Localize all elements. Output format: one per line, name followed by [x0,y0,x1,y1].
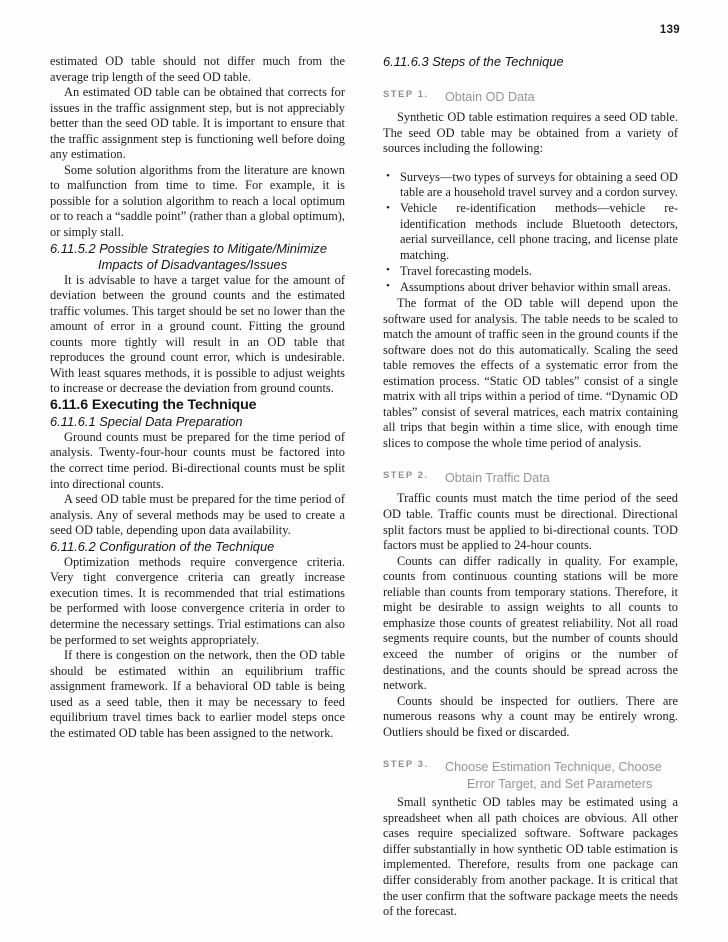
right-column [383,54,678,919]
paragraph: Ground counts must be prepared for the time period of analysis. Twenty-four-hour counts must be factored into the correct time period. Bi-directional counts must be split into directional counts. [50,429,345,491]
paragraph: Some solution algorithms from the literature are known to malfunction from time to time. For example, it is possible for a solution algorithm to reach a local optimum or to reach a “saddle point” (rather than a global optimum), or simply stall. [50,162,345,240]
step-title: Obtain OD Data [445,90,535,104]
paragraph: The format of the OD table will depend upon the software used for analysis. The table needs to be scaled to match the amount of traffic seen in the ground counts if the software does not do this automatically. Scaling the seed table removes the effects of a systematic error from the estimation process. “Static OD tables” consist of a single matrix with all trips within a period of time. “Dynamic OD tables” consist of several matrices, each matrix containing all trips that begin within a time slice, with enough time slices to compose the whole time period of analysis. [383,296,678,450]
step-title-line-1: Choose Estimation Technique, Choose [445,760,662,775]
paragraph: Counts can differ radically in quality. For example, counts from continuous counting stations will be more reliable than counts from temporary stations. Therefore, it might be desirable to assign weights to all counts to emphasize those counts of greatest reliability. Not all road segments require counts, but the number of counts should exceed the number of origins or the number of destinations, and the counts should be spread across the network. [383,553,678,693]
paragraph: It is advisable to have a target value for the amount of deviation between the ground counts and the estimated traffic volumes. This target should be set no lower than the amount of error in a ground count. Fitting the ground counts more tightly will result in an OD table that reproduces the ground count error, which is undesirable. With least squares methods, it is possible to adjust weights to increase or decrease the deviation from ground counts. [50,272,345,396]
list-item: • Assumptions about driver behavior within small areas. [383,280,678,296]
step-heading-2 [383,470,678,488]
paragraph: Traffic counts must match the time period of the seed OD table. Traffic counts must be directional. Directional split factors must be applied to bi-directional counts. TOD factors must be applied to 24-hour counts. [383,491,678,553]
left-column [50,54,345,874]
heading-6-11-6: 6.11.6 Executing the Technique [50,396,257,413]
list-item: • Travel forecasting models. [383,264,678,280]
step-heading-1 [383,89,678,107]
heading-line-2: Impacts of Disadvantages/Issues [98,256,288,272]
step-title-line-2: Error Target, and Set Parameters [467,776,653,791]
step-number-label: STEP 1. [383,89,429,99]
paragraph: Small synthetic OD tables may be estimated using a spreadsheet when all path choices are obvious. All other cases require specialized software. Software packages differ substantially in how synthetic OD table estimation is implemented. Therefore, results from one package can differ considerably from another package. It is critical that the user confirm that the software package meets the needs of the forecast. [383,795,678,919]
paragraph: If there is congestion on the network, then the OD table should be estimated within an equilibrium traffic assignment framework. If a behavioral OD table is being used as a seed table, then it may be necessary to feed equilibrium travel times back to earlier model steps once the estimated OD table has been assigned to the network. [50,648,345,740]
step-number-label: STEP 3. [383,759,429,770]
list-item: • Vehicle re-identification methods—vehicle re-identification methods include Bluetooth detectors, aerial surveillance, cell phone tracing, and license plate matching. [383,201,678,263]
paragraph: Counts should be inspected for outliers. There are numerous reasons why a count may be entirely wrong. Outliers should be fixed or discarded. [383,693,678,739]
two-column-body [50,54,678,919]
bullet-list [383,170,678,296]
step-heading-3 [383,759,678,792]
list-item: • Surveys—two types of surveys for obtaining a seed OD table are a household travel survey and a cordon survey. [383,170,678,201]
paragraph: An estimated OD table can be obtained that corrects for issues in the traffic assignment step, but is not appreciably better than the seed OD table. It is important to ensure that the traffic assignment step is functioning well before doing any estimation. [50,85,345,162]
paragraph: Optimization methods require convergence criteria. Very tight convergence criteria can greatly increase execution times. It is recommended that trial estimations be performed with loose convergence criteria in order to determine the necessary settings. Trial estimations can also be performed to set weights appropriately. [50,554,345,647]
paragraph: A seed OD table must be prepared for the time period of analysis. Any of several methods may be used to create a seed OD table, depending upon data availability. [50,492,345,538]
step-number-label: STEP 2. [383,470,429,481]
heading-6-11-6-2: 6.11.6.2 Configuration of the Technique [50,538,275,554]
step-title: Obtain Traffic Data [445,471,550,486]
page-number: 139 [659,24,680,36]
heading-6-11-6-1: 6.11.6.1 Special Data Preparation [50,413,243,429]
paragraph: estimated OD table should not differ much from the average trip length of the seed OD table. [50,54,345,84]
paragraph: Synthetic OD table estimation requires a seed OD table. The seed OD table may be obtained from a variety of sources including the following: [383,110,678,156]
heading-line-1: 6.11.5.2 Possible Strategies to Mitigate/Minimize [50,240,328,256]
step-title [445,759,667,792]
heading-6-11-5-2 [50,241,345,273]
heading-6-11-6-3: 6.11.6.3 Steps of the Technique [383,54,564,69]
